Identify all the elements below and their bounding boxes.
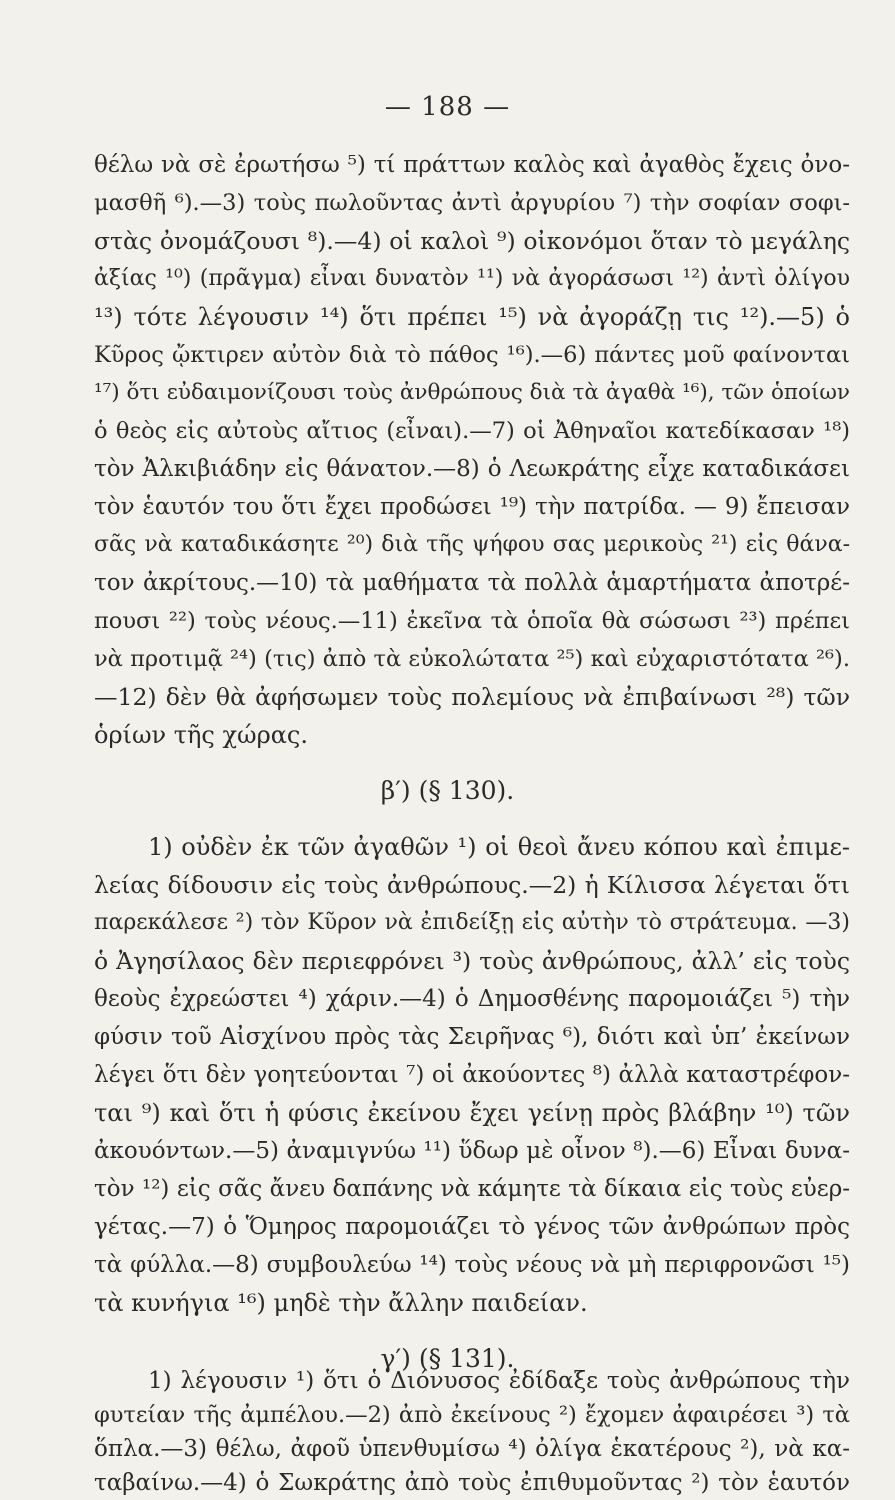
text-line: ¹⁷) ὅτι εὐδαιμονίζουσι τοὺς ἀνθρώπους διὰ τὰ ἀγαθὰ ¹⁶), τῶν ὁποίων — [94, 380, 850, 405]
text-line: ὁρίων τῆς χώρας. — [94, 721, 308, 749]
text-line: ὁ Ἀγησίλαος δὲν περιεφρόνει ³) τοὺς ἀνθρώπους, ἀλλ’ εἰς τοὺς — [94, 947, 850, 975]
text-line: τον ἀκρίτους.—10) τὰ μαθήματα τὰ πολλὰ ἁμαρτήματα ἀποτρέ- — [94, 570, 850, 596]
text-line: —12) δὲν θὰ ἀφήσωμεν τοὺς πολεμίους νὰ ἐπιβαίνωσι ²⁸) τῶν — [94, 683, 850, 711]
text-line: λείας δίδουσιν εἰς τοὺς ἀνθρώπους.—2) ἡ Κίλισσα λέγεται ὅτι — [94, 871, 850, 899]
text-line: φύσιν τοῦ Αἰσχίνου πρὸς τὰς Σειρῆνας ⁶), διότι καὶ ὑπ’ ἐκείνων — [94, 1024, 850, 1050]
text-line: ὁ θεὸς εἰς αὐτοὺς αἴτιος (εἶναι).—7) οἱ Ἀθηναῖοι κατεδίκασαν ¹⁸) — [94, 418, 850, 444]
text-line: μασθῆ ⁶).—3) τοὺς πωλοῦντας ἀντὶ ἀργυρίου ⁷) τὴν σοφίαν σοφι- — [94, 190, 850, 216]
text-line: 1) οὐδὲν ἐκ τῶν ἀγαθῶν ¹) οἱ θεοὶ ἄνευ κόπου καὶ ἐπιμε- — [148, 833, 850, 861]
text-line: λέγει ὅτι δὲν γοητεύονται ⁷) οἱ ἀκούοντες ⁸) ἀλλὰ καταστρέφον- — [94, 1062, 850, 1088]
text-line: ταβαίνω.—4) ὁ Σωκράτης ἀπὸ τοὺς ἐπιθυμοῦντας ²) τὸν ἑαυτόν — [94, 1470, 850, 1496]
text-line: θεοὺς ἐχρεώστει ⁴) χάριν.—4) ὁ Δημοσθένης παρομοιάζει ⁵) τὴν — [94, 986, 850, 1012]
text-line: σᾶς νὰ καταδικάσητε ²⁰) διὰ τῆς ψήφου σας μερικοὺς ²¹) εἰς θάνα- — [94, 532, 850, 557]
text-line: παρεκάλεσε ²) τὸν Κῦρον νὰ ἐπιδείξῃ εἰς αὐτὴν τὸ στράτευμα. —3) — [94, 910, 850, 935]
text-line: ὅπλα.—3) θέλω, ἀφοῦ ὑπενθυμίσω ⁴) ὀλίγα ἑκατέρους ²), νὰ κα- — [94, 1436, 850, 1462]
text-line: τὸν ¹²) εἰς σᾶς ἄνευ δαπάνης νὰ κάμητε τὰ δίκαια εἰς τοὺς εὐερ- — [94, 1176, 850, 1202]
text-line: τὰ φύλλα.—8) συμβουλεύω ¹⁴) τοὺς νέους νὰ μὴ περιφρονῶσι ¹⁵) — [94, 1252, 850, 1278]
text-line: τὰ κυνήγια ¹⁶) μηδὲ τὴν ἄλλην παιδείαν. — [94, 1289, 588, 1317]
text-line: τὸν Ἀλκιβιάδην εἰς θάνατον.—8) ὁ Λεωκράτης εἶχε καταδικάσει — [94, 456, 850, 482]
text-line: ¹³) τότε λέγουσιν ¹⁴) ὅτι πρέπει ¹⁵) νὰ ἀγοράζῃ τις ¹²).—5) ὁ — [94, 303, 850, 331]
text-line: νὰ προτιμᾷ ²⁴) (τις) ἀπὸ τὰ εὐκολώτατα ²⁵) καὶ εὐχαριστότατα ²⁶). — [94, 646, 850, 672]
text-line: πουσι ²²) τοὺς νέους.—11) ἐκεῖνα τὰ ὁποῖα θὰ σώσωσι ²³) πρέπει — [94, 608, 850, 634]
section-heading: γ′) (§ 131). — [380, 1344, 515, 1373]
text-line: γέτας.—7) ὁ Ὅμηρος παρομοιάζει τὸ γένος τῶν ἀνθρώπων πρὸς — [94, 1214, 850, 1240]
text-line: στὰς ὀνομάζουσι ⁸).—4) οἱ καλοὶ ⁹) οἰκονόμοι ὅταν τὸ μεγάλης — [94, 227, 850, 255]
page-number: — 188 — — [384, 92, 511, 122]
text-line: ἀκουόντων.—5) ἀναμιγνύω ¹¹) ὕδωρ μὲ οἶνον ⁸).—6) Εἶναι δυνα- — [94, 1138, 850, 1164]
text-line: 1) λέγουσιν ¹) ὅτι ὁ Διόνυσος ἐδίδαξε τοὺς ἀνθρώπους τὴν — [148, 1368, 850, 1394]
text-line: ἀξίας ¹⁰) (πρᾶγμα) εἶναι δυνατὸν ¹¹) νὰ ἀγοράσωσι ¹²) ἀντὶ ὀλίγου — [94, 266, 850, 291]
text-line: τὸν ἑαυτόν του ὅτι ἔχει προδώσει ¹⁹) τὴν πατρίδα. — 9) ἔπεισαν — [94, 494, 850, 520]
text-line: φυτείαν τῆς ἀμπέλου.—2) ἀπὸ ἐκείνους ²) ἔχομεν ἀφαιρέσει ³) τὰ — [94, 1402, 850, 1428]
section-heading: β′) (§ 130). — [380, 776, 515, 805]
text-line: ται ⁹) καὶ ὅτι ἡ φύσις ἐκείνου ἔχει γείνῃ πρὸς βλάβην ¹⁰) τῶν — [94, 1099, 850, 1127]
text-line: θέλω νὰ σὲ ἐρωτήσω ⁵) τί πράττων καλὸς καὶ ἀγαθὸς ἔχεις ὀνο- — [94, 152, 850, 178]
text-line: Κῦρος ᾤκτιρεν αὐτὸν διὰ τὸ πάθος ¹⁶).—6) πάντες μοῦ φαίνονται — [94, 342, 850, 368]
